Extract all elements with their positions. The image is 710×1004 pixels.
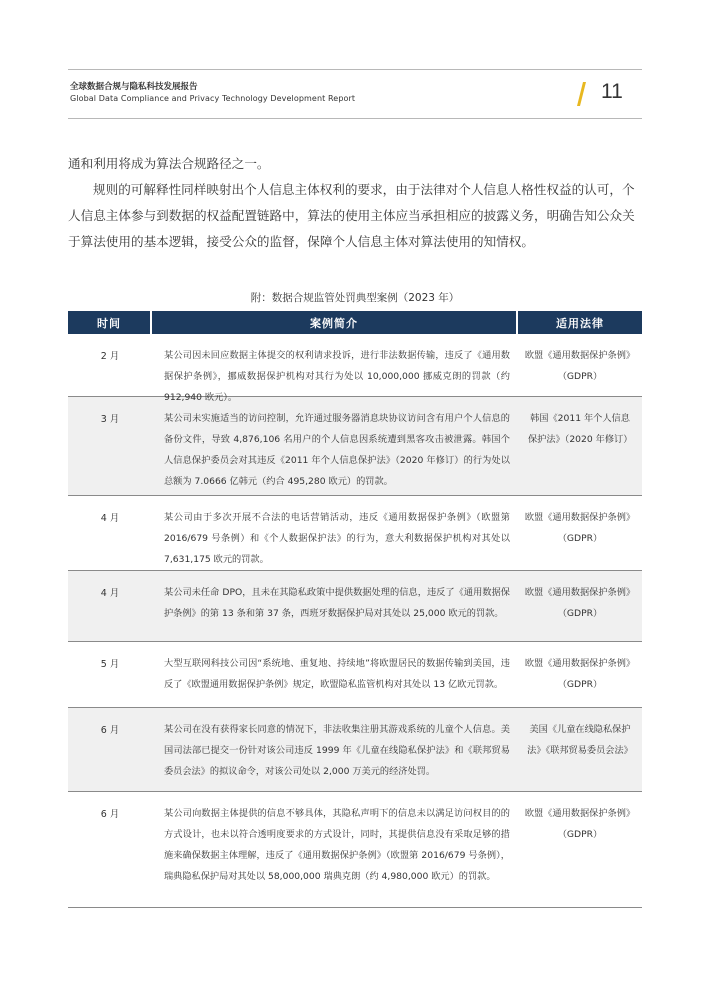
header-top-rule [68, 69, 642, 70]
row-law: 美国《儿童在线隐私保护法》《联邦贸易委员会法》 [527, 724, 633, 756]
paragraph-1: 通和利用将成为算法合规路径之一。 [68, 156, 270, 171]
row-case: 某公司未实施适当的访问控制，允许通过服务器消息块协议访问含有用户个人信息的备份文件，导致 4,876,106 名用户的个人信息因系统遭到黑客攻击被泄露。韩国个人信息保护委员会对其违反《2011 年个人信息保护法》（2020 年修订）的行为处以总额为 7.0666 亿韩元（约合 495,280 欧元）的罚款。 [164, 413, 510, 487]
row-time: 3 月 [100, 414, 120, 425]
penalty-cases-table [68, 311, 642, 908]
row-time: 4 月 [100, 588, 120, 599]
header-time: 时间 [68, 311, 150, 334]
row-case: 某公司未任命 DPO，且未在其隐私政策中提供数据处理的信息，违反了《通用数据保护条例》的第 13 条和第 37 条，西班牙数据保护局对其处以 25,000 欧元的罚款。 [164, 587, 510, 619]
row-law: 欧盟《通用数据保护条例》（GDPR） [524, 512, 636, 544]
table-row [68, 792, 642, 908]
table-row [68, 708, 642, 792]
row-case: 某公司在没有获得家长同意的情况下，非法收集注册其游戏系统的儿童个人信息。美国司法部已提交一份针对该公司违反 1999 年《儿童在线隐私保护法》和《联邦贸易委员会法》的拟议命令，对该公司处以 2,000 万美元的经济处罚。 [164, 724, 510, 777]
body-text [68, 151, 644, 255]
table-caption: 附：数据合规监管处罚典型案例（2023 年） [250, 292, 460, 304]
row-case: 某公司向数据主体提供的信息不够具体，其隐私声明下的信息未以满足访问权目的的方式设计，也未以符合透明度要求的方式设计，同时，其提供信息没有采取足够的措施来确保数据主体理解，违反了《通用数据保护条例》（欧盟第 2016/679 号条例），瑞典隐私保护局对其处以 58,000,000 瑞典克朗（约 4,980,000 欧元）的罚款。 [164, 808, 510, 882]
table-row [68, 571, 642, 642]
table-row [68, 334, 642, 403]
row-case: 某公司由于多次开展不合法的电话营销活动，违反《通用数据保护条例》（欧盟第 2016/679 号条例）和《个人数据保护法》的行为，意大利数据保护机构对其处以 7,631,175 欧元的罚款。 [164, 512, 510, 565]
table-header [68, 311, 642, 334]
row-time: 2 月 [100, 351, 120, 362]
row-law: 欧盟《通用数据保护条例》（GDPR） [524, 587, 636, 619]
row-time: 6 月 [100, 809, 120, 820]
row-case: 大型互联网科技公司因“系统地、重复地、持续地”将欧盟居民的数据传输到美国，违反了《欧盟通用数据保护条例》规定，欧盟隐私监管机构对其处以 13 亿欧元罚款。 [164, 658, 510, 690]
report-title-cn: 全球数据合规与隐私科技发展报告 [70, 82, 198, 92]
row-law: 欧盟《通用数据保护条例》（GDPR） [524, 808, 636, 840]
page-number: 11 [601, 80, 623, 103]
header-law: 适用法律 [518, 311, 642, 334]
row-time: 4 月 [100, 513, 120, 524]
table-row [68, 642, 642, 708]
row-law: 欧盟《通用数据保护条例》（GDPR） [524, 658, 636, 690]
paragraph-2: 规则的可解释性同样映射出个人信息主体权利的要求，由于法律对个人信息人格性权益的认可，个人信息主体参与到数据的权益配置链路中，算法的使用主体应当承担相应的披露义务，明确告知公众关于算法使用的基本逻辑，接受公众的监督，保障个人信息主体对算法使用的知情权。 [68, 182, 635, 249]
row-case: 某公司因未回应数据主体提交的权利请求投诉，进行非法数据传输，违反了《通用数据保护条例》，挪威数据保护机构对其行为处以 10,000,000 挪威克朗的罚款（约 912,940 欧元）。 [164, 350, 510, 403]
row-time: 6 月 [100, 725, 120, 736]
report-title-en: Global Data Compliance and Privacy Technology Development Report [70, 94, 356, 103]
header-case: 案例简介 [152, 311, 516, 334]
row-law: 欧盟《通用数据保护条例》（GDPR） [524, 350, 636, 382]
row-time: 5 月 [100, 659, 120, 670]
header-bottom-rule [68, 118, 642, 119]
table-row [68, 496, 642, 571]
table-row [68, 397, 642, 496]
row-law: 韩国《2011 年个人信息保护法》（2020 年修订） [528, 413, 633, 445]
header-accent-slash [577, 82, 586, 106]
